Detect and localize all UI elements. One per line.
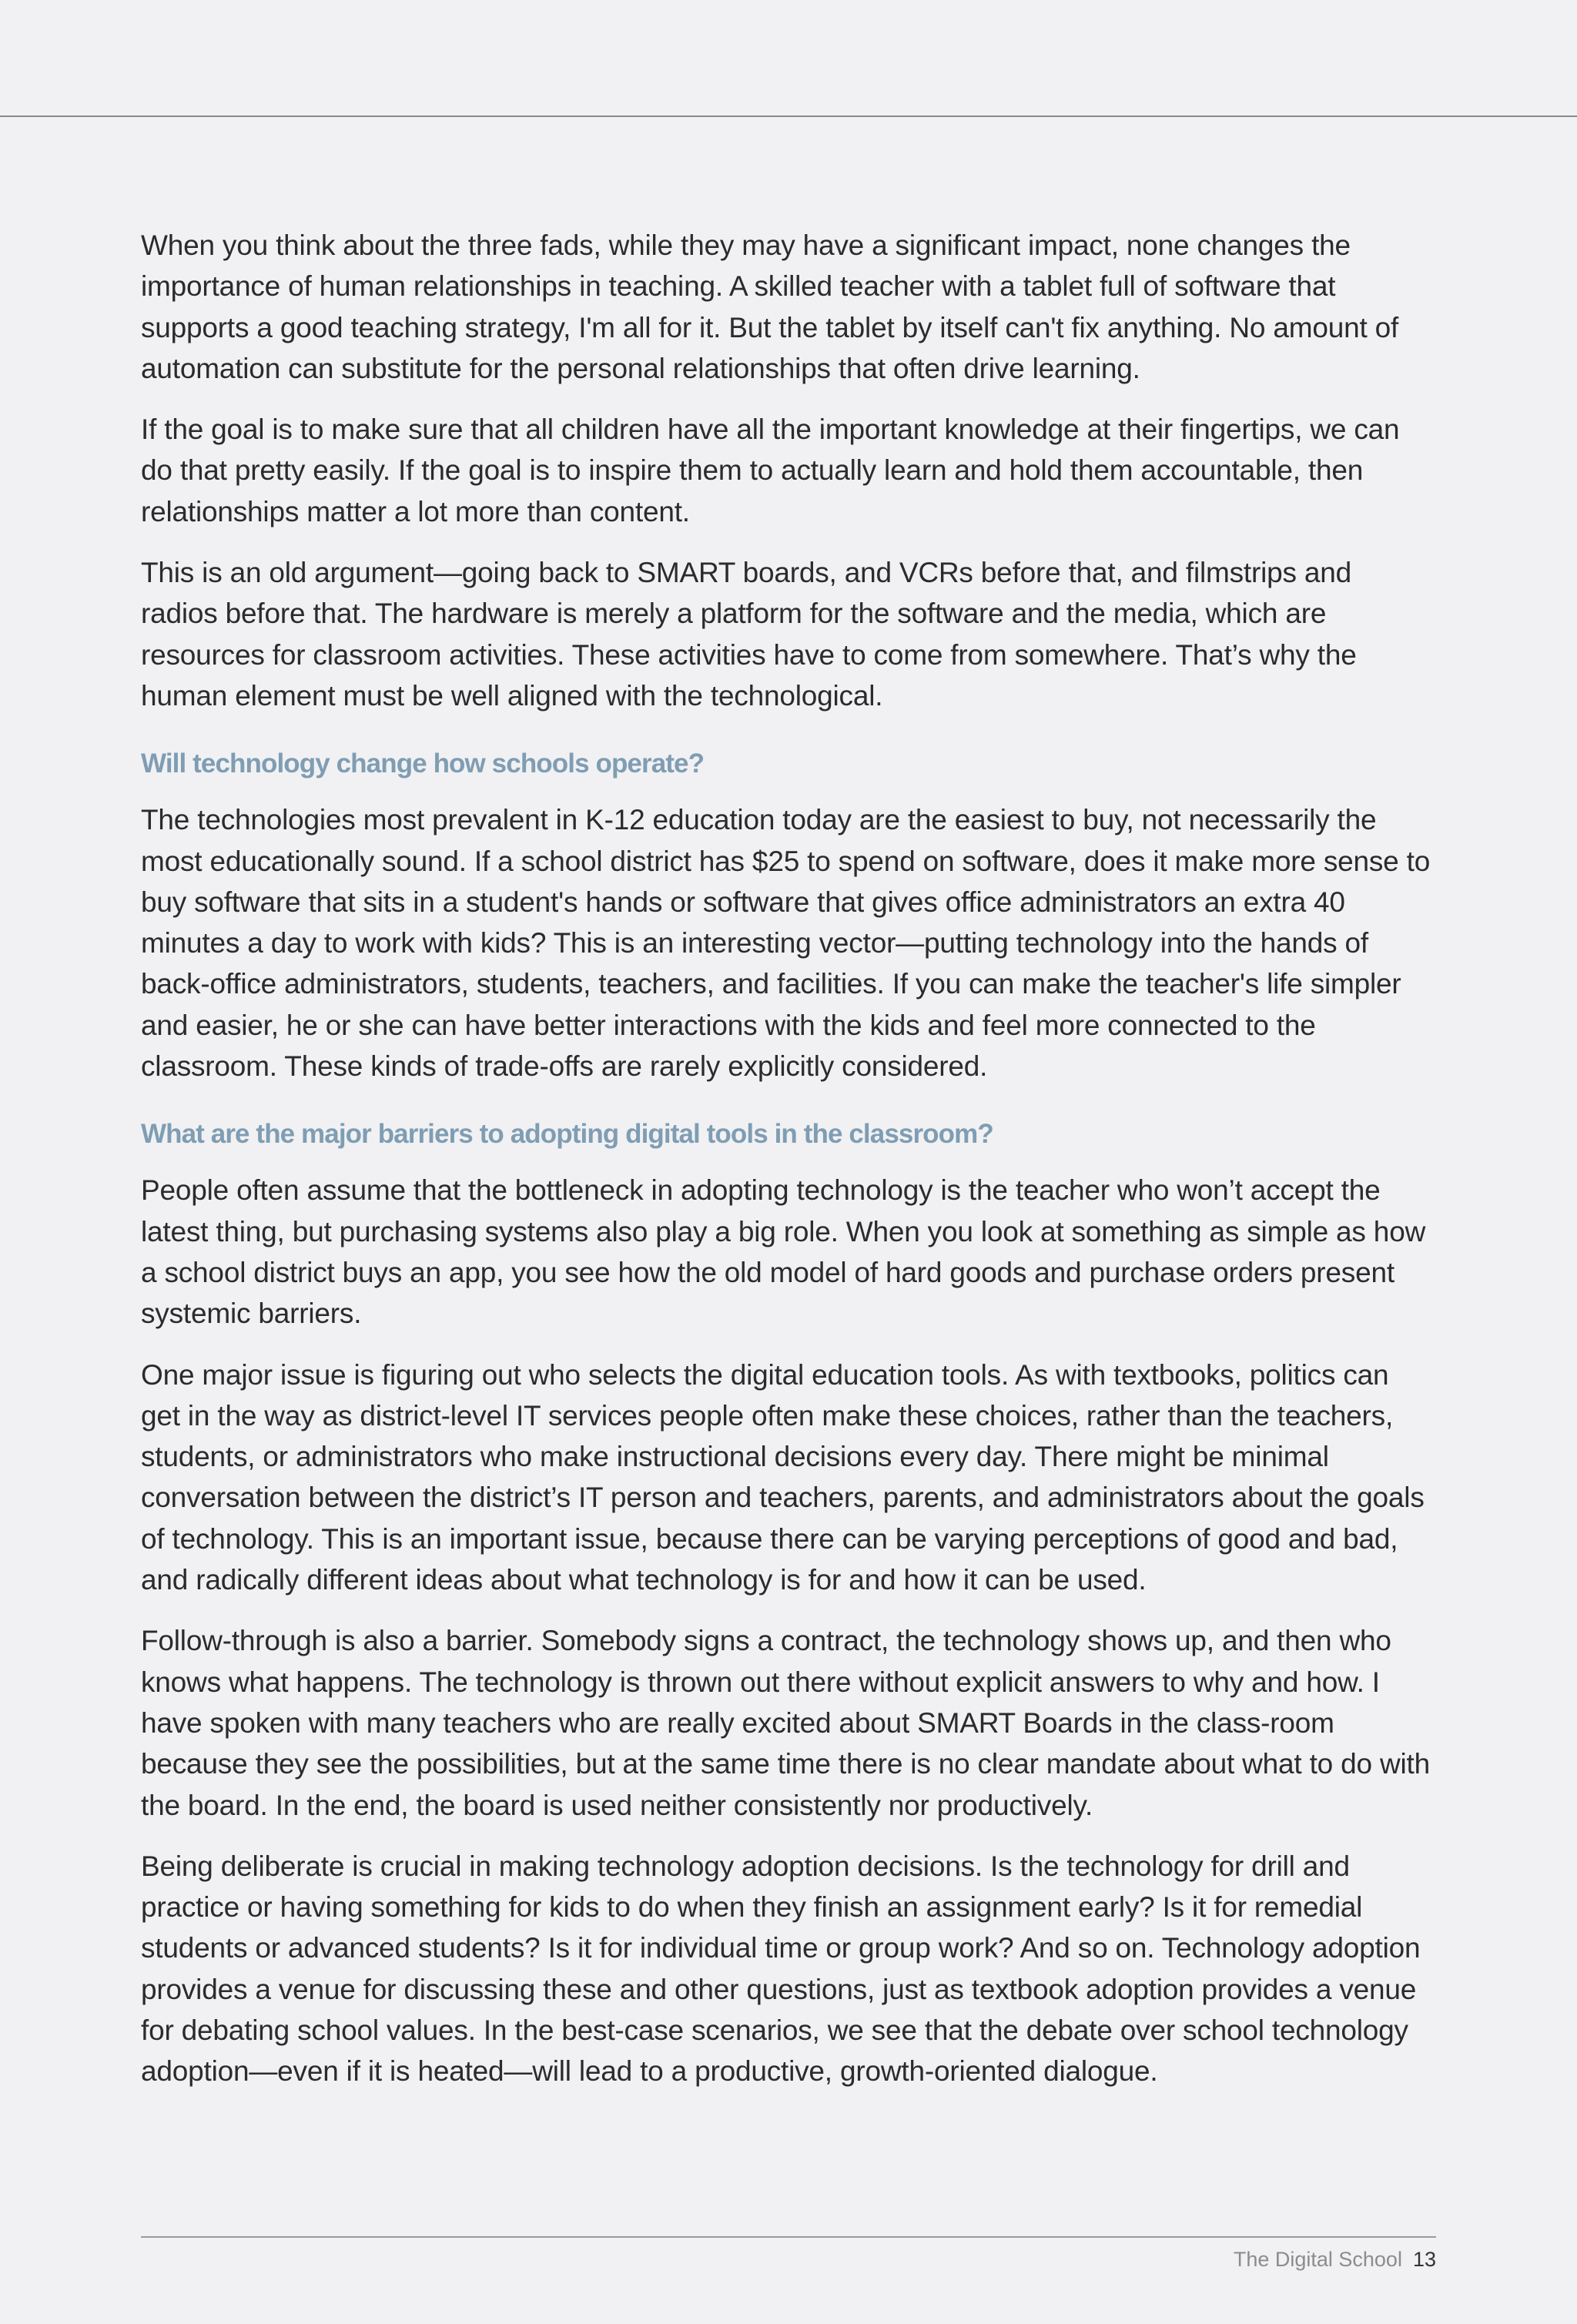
section-heading-adoption-barriers: What are the major barriers to adopting digital tools in the classroom? (141, 1119, 993, 1150)
section2-paragraph-3: Follow-through is also a barrier. Somebody signs a contract, the technology shows up, and then who knows what happens. The technology is thrown out there without explicit answers to why and how. I have spoken with many teachers who are really excited about SMART Boards in the class-room because they see the possibilities, but at the same time there is no clear mandate about what to do with the board. In the end, the board is used neither consistently nor productively. (141, 1625, 1430, 1821)
header-rule (0, 116, 1577, 117)
article-body (141, 225, 1435, 2112)
footer-rule (141, 2236, 1436, 2238)
page-footer (1234, 2245, 1436, 2273)
section2-paragraph-4: Being deliberate is crucial in making technology adoption decisions. Is the technology for drill and practice or having something for kids to do when they finish an assignment early? Is it for remedial students or advanced students? Is it for individual time or group work? And so on. Technology adoption provides a venue for discussing these and other questions, just as textbook adoption provides a venue for debating school values. In the best-case scenarios, we see that the debate over school technology adoption—even if it is heated—will lead to a productive, growth-oriented dialogue. (141, 1850, 1421, 2088)
section2-paragraph-1: People often assume that the bottleneck in adopting technology is the teacher who won’t accept the latest thing, but purchasing systems also play a big role. When you look at something as simple as how a school district buys an app, you see how the old model of hard goods and purchase orders present systemic barriers. (141, 1174, 1426, 1330)
section1-paragraph-1: The technologies most prevalent in K-12 education today are the easiest to buy, not necessarily the most educationally sound. If a school district has $25 to spend on software, does it make more sense to buy software that sits in a student's hands or software that gives office administrators an extra 40 minutes a day to work with kids? This is an interesting vector—putting technology into the hands of back-office administrators, students, teachers, and facilities. If you can make the teacher's life simpler and easier, he or she can have better interactions with the kids and feel more connected to the classroom. These kinds of trade-offs are rarely explicitly considered. (141, 804, 1431, 1083)
intro-paragraph-3: This is an old argument—going back to SMART boards, and VCRs before that, and filmstrips and radios before that. The hardware is merely a platform for the software and the media, which are resources for classroom activities. These activities have to come from somewhere. That’s why the human element must be well aligned with the technological. (141, 557, 1357, 712)
intro-paragraph-2: If the goal is to make sure that all children have all the important knowledge at their fingertips, we can do that pretty easily. If the goal is to inspire them to actually learn and hold them accountable, then relationships matter a lot more than content. (141, 414, 1400, 527)
publication-title: The Digital School (1233, 2248, 1402, 2271)
section2-paragraph-2: One major issue is figuring out who selects the digital education tools. As with textbooks, politics can get in the way as district-level IT services people often make these choices, rather than the teachers, students, or administrators who make instructional decisions every day. There might be minimal conversation between the district’s IT person and teachers, parents, and administrators about the goals of technology. This is an important issue, because there can be varying perceptions of good and bad, and radically different ideas about what technology is for and how it can be used. (141, 1358, 1425, 1596)
page-number: 13 (1412, 2248, 1436, 2271)
section-heading-technology-change: Will technology change how schools operate? (141, 748, 705, 779)
intro-paragraph-1: When you think about the three fads, while they may have a significant impact, none changes the importance of human relationships in teaching. A skilled teacher with a tablet full of software that supports a good teaching strategy, I'm all for it. But the tablet by itself can't fix anything. No amount of automation can substitute for the personal relationships that often drive learning. (141, 229, 1399, 384)
